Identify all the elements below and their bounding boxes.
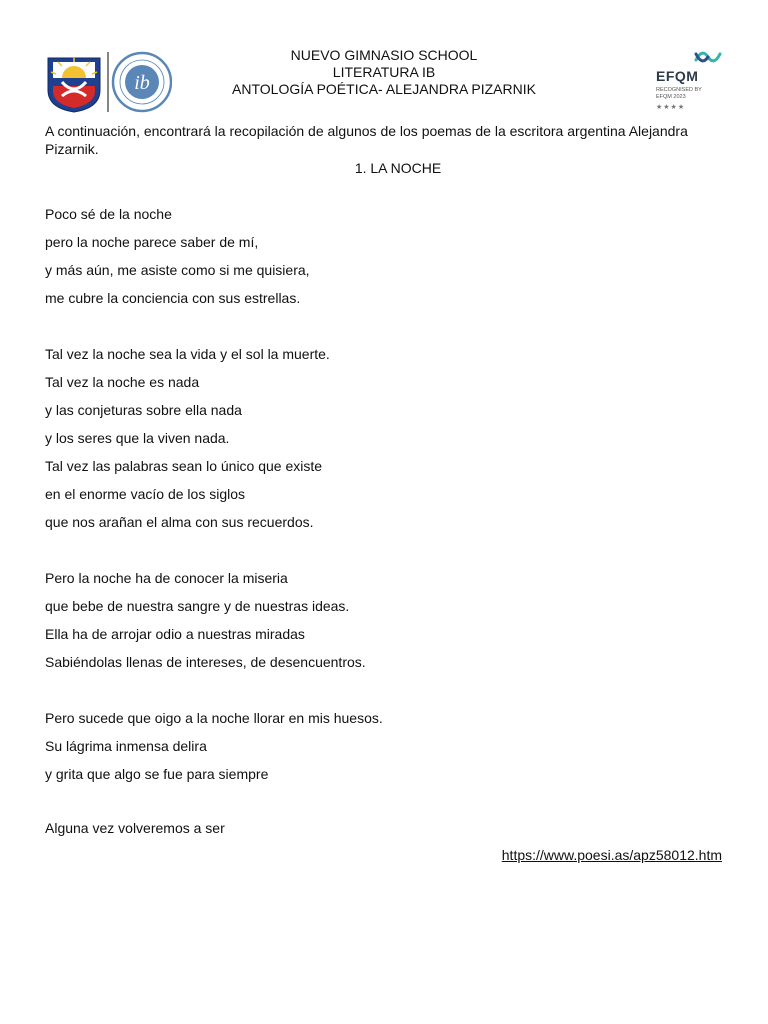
efqm-infinity-icon xyxy=(692,46,724,68)
poem-line: Su lágrima inmensa delira xyxy=(45,738,207,754)
poem-line: y grita que algo se fue para siempre xyxy=(45,766,269,782)
poem-line: Pero sucede que oigo a la noche llorar en mis huesos. xyxy=(45,710,383,726)
poem-line: me cubre la conciencia con sus estrellas. xyxy=(45,290,301,306)
document-header xyxy=(0,0,768,120)
poem-line: Alguna vez volveremos a ser xyxy=(45,820,225,836)
poem-line: Tal vez la noche es nada xyxy=(45,374,200,390)
poem-line: Tal vez las palabras sean lo único que existe xyxy=(45,458,323,474)
source-link[interactable]: https://www.poesi.as/apz58012.htm xyxy=(501,847,722,863)
efqm-year: EFQM 2023 xyxy=(656,94,686,100)
poem-line: Sabiéndolas llenas de intereses, de desencuentros. xyxy=(45,654,366,670)
document-title-block xyxy=(180,47,588,98)
efqm-wordmark: EFQM xyxy=(656,68,699,84)
poem-line: y las conjeturas sobre ella nada xyxy=(45,402,242,418)
poem-line: Pero la noche ha de conocer la miseria xyxy=(45,570,288,586)
intro-paragraph: A continuación, encontrará la recopilación de algunos de los poemas de la escritora argentina Alejandra Pizarnik. xyxy=(45,123,688,157)
poem-line: Tal vez la noche sea la vida y el sol la muerte. xyxy=(45,346,330,362)
poem-line: que nos arañan el alma con sus recuerdos. xyxy=(45,514,314,530)
poem-line: que bebe de nuestra sangre y de nuestras ideas. xyxy=(45,598,350,614)
efqm-recognised: RECOGNISED BY xyxy=(656,87,702,93)
poem-line: Ella ha de arrojar odio a nuestras miradas xyxy=(45,626,305,642)
school-crest-icon xyxy=(44,52,104,114)
ib-logo-icon xyxy=(106,46,172,116)
school-name: NUEVO GIMNASIO SCHOOL xyxy=(290,47,478,63)
anthology-subtitle: ANTOLOGÍA POÉTICA- ALEJANDRA PIZARNIK xyxy=(232,81,536,97)
poem-line: pero la noche parece saber de mí, xyxy=(45,234,259,250)
poem-line: Poco sé de la noche xyxy=(45,206,172,222)
poem-line: y más aún, me asiste como si me quisiera, xyxy=(45,262,310,278)
poem-line: y los seres que la viven nada. xyxy=(45,430,230,446)
efqm-logo-icon xyxy=(654,46,726,116)
svg-text:ib: ib xyxy=(134,72,150,94)
poem-title: 1. LA NOCHE xyxy=(354,160,442,176)
efqm-stars: ★★★★ xyxy=(656,104,686,111)
course-name: LITERATURA IB xyxy=(332,64,436,80)
poem-line: en el enorme vacío de los siglos xyxy=(45,486,245,502)
